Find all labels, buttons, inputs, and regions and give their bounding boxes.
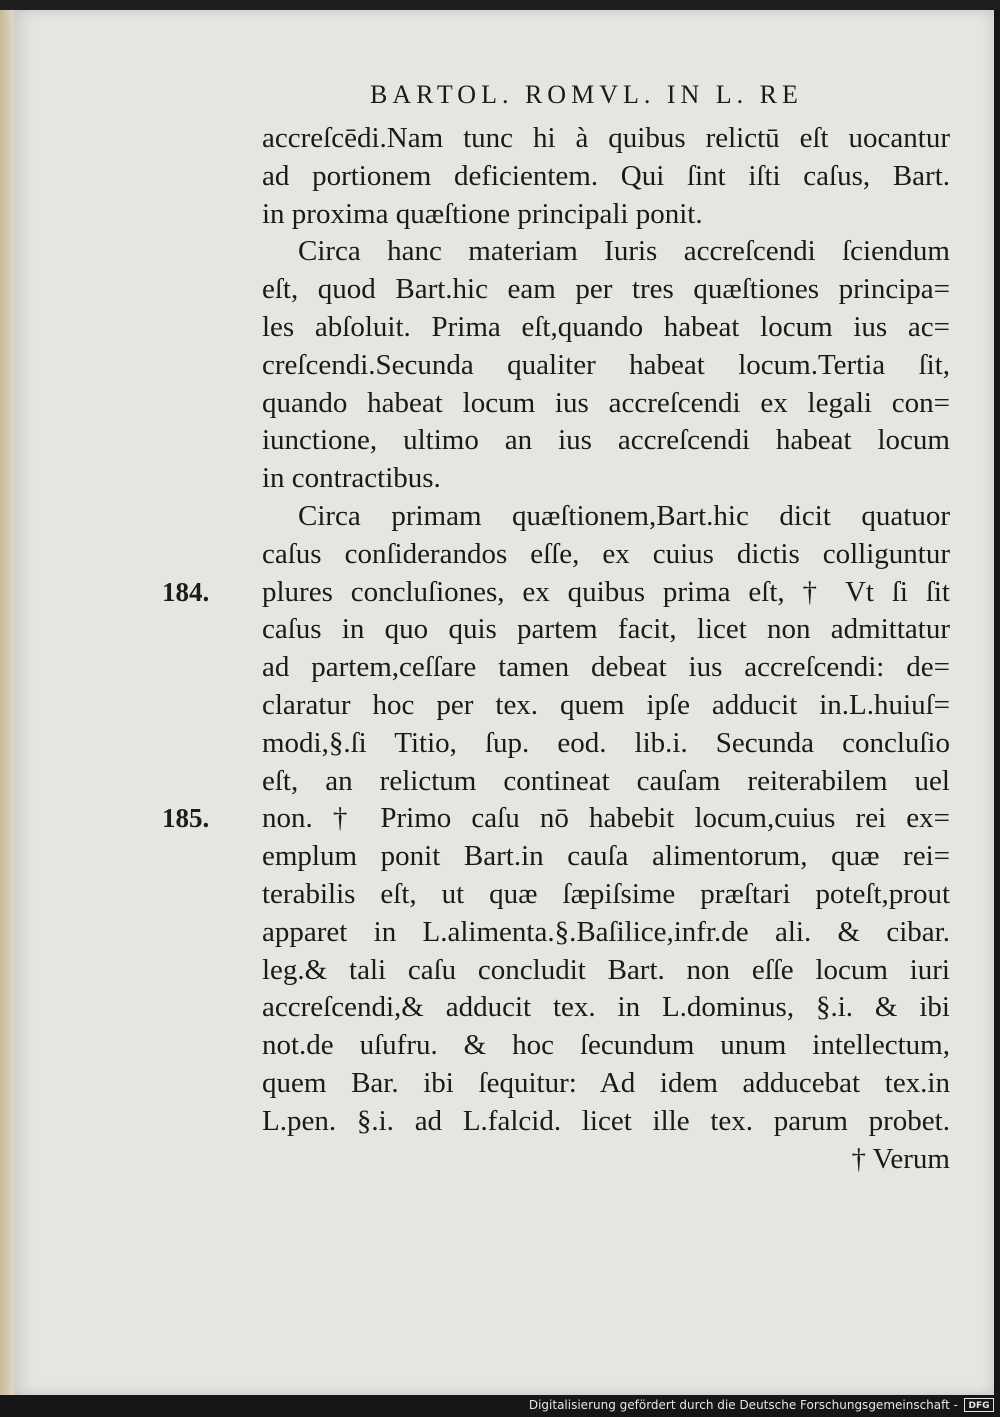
text-line: L.pen. §.i. ad L.falcid. licet ille tex. parum probet. <box>262 1104 950 1137</box>
text-line: modi,§.ſi Titio, ſup. eod. lib.i. Secunda concluſio <box>262 726 950 759</box>
text-line: claratur hoc per tex. quem ipſe adducit in.L.huiuſ= <box>262 688 950 721</box>
text-line: apparet in L.alimenta.§.Baſilice,infr.de ali. & cibar. <box>262 915 950 948</box>
text-line: les abſoluit. Prima eſt,quando habeat locum ius ac= <box>262 310 950 343</box>
text-line: leg.& tali caſu concludit Bart. non eſſe locum iuri <box>262 953 950 986</box>
text-line: emplum ponit Bart.in cauſa alimentorum, quæ rei= <box>262 840 950 873</box>
text-line: quem Bar. ibi ſequitur: Ad idem adducebat tex.in <box>262 1066 950 1099</box>
margin-note-number: 184. <box>162 576 210 607</box>
text-line: eſt, quod Bart.hic eam per tres quæſtiones principa= <box>262 273 950 306</box>
text-line: ad partem,ceſſare tamen debeat ius accreſcendi: de= <box>262 651 950 684</box>
text-line: Circa primam quæſtionem,Bart.hic dicit quatuor <box>298 499 950 532</box>
text-line: in contractibus. <box>262 462 441 495</box>
text-line: caſus conſiderandos eſſe, ex cuius dictis colliguntur <box>262 537 950 570</box>
text-block <box>262 120 950 1178</box>
dfg-logo: DFG <box>964 1398 994 1412</box>
text-line: iunctione, ultimo an ius accreſcendi habeat locum <box>262 424 950 457</box>
text-line: accreſcendi,& adducit tex. in L.dominus, §.i. & ibi <box>262 991 950 1024</box>
text-line: quando habeat locum ius accreſcendi ex legali con= <box>262 386 950 419</box>
text-line: not.de uſufru. & hoc ſecundum unum intellectum, <box>262 1029 950 1062</box>
running-head: BARTOL. ROMVL. IN L. RE <box>370 80 803 109</box>
text-line: Circa hanc materiam Iuris accreſcendi ſciendum <box>298 235 950 268</box>
footer-credit: Digitalisierung gefördert durch die Deutsche Forschungsgemeinschaft - <box>528 1398 958 1412</box>
margin-note-number: 185. <box>162 803 210 834</box>
text-line: caſus in quo quis partem facit, licet non admittatur <box>262 613 950 646</box>
text-line: terabilis eſt, ut quæ ſæpiſsime præſtari poteſt,prout <box>262 877 950 910</box>
text-line: in proxima quæſtione principali ponit. <box>262 197 703 230</box>
text-line: plures concluſiones, ex quibus prima eſt, † Vt ſi ſit <box>262 575 950 608</box>
footer-bar <box>0 1395 1000 1417</box>
text-line: † Verum <box>851 1142 950 1175</box>
text-line: accreſcēdi.Nam tunc hi à quibus relictū eſt uocantur <box>262 122 950 154</box>
text-line: eſt, an relictum contineat cauſam reiterabilem uel <box>262 764 950 797</box>
page-edge <box>0 10 14 1395</box>
text-line: non. † Primo caſu nō habebit locum,cuius rei ex= <box>262 802 950 835</box>
viewer-top-bar <box>0 0 1000 10</box>
text-line: creſcendi.Secunda qualiter habeat locum.Tertia ſit, <box>262 348 950 381</box>
text-line: ad portionem deficientem. Qui ſint iſti caſus, Bart. <box>262 159 950 192</box>
